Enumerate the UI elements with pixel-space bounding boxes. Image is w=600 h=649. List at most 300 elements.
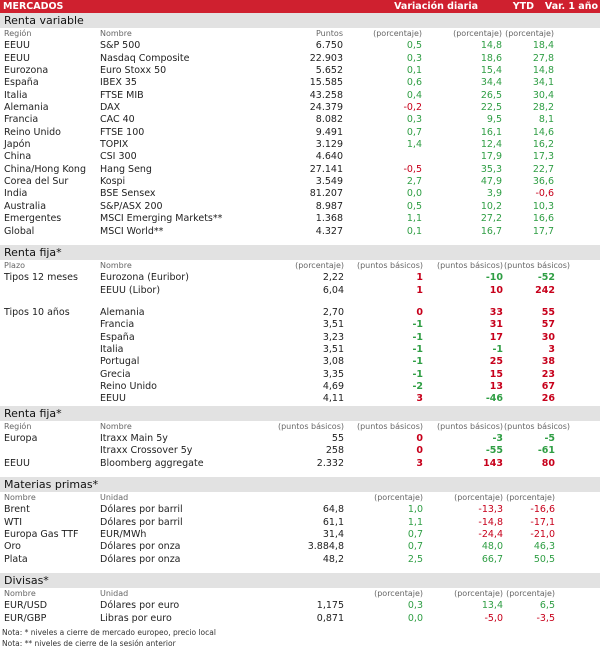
row-name: S&P/ASX 200 — [100, 200, 163, 212]
row-name: Eurozona (Euribor) — [100, 272, 189, 284]
row-value: 8.082 — [315, 114, 343, 126]
header-col-5: (puntos básicos) — [436, 421, 503, 431]
row-label: Eurozona — [4, 65, 49, 77]
table-row — [0, 226, 600, 238]
row-ytd-change: 16,1 — [480, 126, 502, 138]
row-ytd-change: 22,5 — [480, 102, 502, 114]
row-ytd-change: 26,5 — [480, 89, 502, 101]
row-ytd-change: -13,3 — [478, 504, 503, 516]
row-ytd-change: 31 — [489, 319, 503, 331]
row-year-change: 46,3 — [533, 541, 555, 553]
row-value: 3.129 — [315, 139, 343, 151]
row-label: EUR/GBP — [4, 612, 47, 624]
row-label — [0, 332, 100, 344]
header-col-3 — [211, 492, 344, 504]
row-label: India — [4, 188, 28, 200]
row-year-change: 34,1 — [532, 77, 554, 89]
header-col-1: Región — [4, 421, 32, 431]
row-daily-change: -1 — [412, 319, 423, 331]
row-name: MSCI Emerging Markets** — [100, 213, 223, 225]
row-daily-change: 0,5 — [406, 40, 422, 52]
row-value: 3,51 — [322, 319, 344, 331]
table-row — [0, 114, 600, 126]
row-daily-change: 1,1 — [407, 516, 423, 528]
row-ytd-change: 34,4 — [480, 77, 502, 89]
column-header-row — [0, 260, 600, 272]
row-value: 9.491 — [315, 126, 343, 138]
row-daily-change: 1 — [416, 284, 423, 296]
row-value: 3,35 — [322, 368, 344, 380]
table-row — [0, 164, 600, 176]
header-col-6: (porcentaje) — [506, 589, 555, 599]
table-row — [0, 344, 600, 356]
row-label: Corea del Sur — [4, 176, 69, 188]
row-label — [0, 285, 100, 297]
table-row — [0, 176, 600, 188]
row-ytd-change: 10,2 — [480, 200, 502, 212]
row-label: China/Hong Kong — [4, 163, 86, 175]
section-renta-variable — [0, 13, 600, 238]
row-value: 2.332 — [316, 457, 344, 469]
row-daily-change: -1 — [412, 356, 423, 368]
row-name: IBEX 35 — [100, 77, 137, 89]
row-ytd-change: 10 — [489, 284, 503, 296]
row-year-change: -21,0 — [530, 529, 555, 541]
table-row — [0, 77, 600, 89]
row-label — [0, 445, 100, 457]
row-name: Itraxx Crossover 5y — [100, 445, 193, 457]
row-daily-change: -0,5 — [403, 163, 422, 175]
row-value: 3,51 — [322, 343, 344, 355]
row-daily-change: 0,7 — [406, 126, 422, 138]
row-year-change: -0,6 — [535, 188, 554, 200]
header-col-4: (puntos básicos) — [356, 421, 423, 431]
table-row — [0, 40, 600, 52]
row-year-change: 16,6 — [532, 213, 554, 225]
row-ytd-change: 47,9 — [480, 176, 502, 188]
row-name: Dólares por barril — [100, 504, 183, 516]
row-value: 258 — [325, 445, 344, 457]
section-materias-primas — [0, 477, 600, 566]
table-row — [0, 356, 600, 368]
row-value: 4.327 — [315, 225, 343, 237]
row-value: 3.884,8 — [307, 541, 344, 553]
row-ytd-change: 15 — [489, 368, 503, 380]
row-value: 3,23 — [322, 331, 344, 343]
table-row — [0, 272, 600, 284]
row-year-change: 6,5 — [539, 600, 555, 612]
row-daily-change: 2,5 — [407, 553, 423, 565]
table-row — [0, 504, 600, 516]
header-col-4: (porcentaje) — [374, 589, 423, 599]
table-row — [0, 90, 600, 102]
row-name: BSE Sensex — [100, 188, 156, 200]
column-header-row — [0, 588, 600, 600]
table-row — [0, 369, 600, 381]
row-daily-change — [343, 151, 423, 163]
table-row — [0, 53, 600, 65]
row-value: 0,871 — [316, 612, 344, 624]
row-value: 8.987 — [315, 200, 343, 212]
row-daily-change: 1,1 — [406, 213, 422, 225]
column-header-row — [0, 492, 600, 504]
row-value: 22.903 — [309, 52, 343, 64]
row-year-change: 30,4 — [532, 89, 554, 101]
row-daily-change: 0,3 — [407, 600, 423, 612]
section-title: Divisas* — [0, 573, 600, 588]
table-row — [0, 102, 600, 114]
row-name: Euro Stoxx 50 — [100, 65, 167, 77]
row-label — [0, 381, 100, 393]
row-value: 3.549 — [315, 176, 343, 188]
header-col-3: (porcentaje) — [295, 260, 344, 270]
row-label: Europa — [4, 432, 38, 444]
table-row — [0, 529, 600, 541]
header-col-6: (porcentaje) — [505, 29, 554, 38]
row-year-change: 3 — [548, 343, 555, 355]
row-name: Itraxx Main 5y — [100, 432, 168, 444]
table-row — [0, 319, 600, 331]
row-ytd-change: 143 — [483, 457, 503, 469]
row-daily-change: -1 — [412, 343, 423, 355]
markets-banner — [0, 0, 600, 13]
row-daily-change: 0,7 — [407, 541, 423, 553]
row-ytd-change: 35,3 — [480, 163, 502, 175]
row-name: EEUU — [100, 393, 126, 405]
header-col-3: (puntos básicos) — [277, 421, 344, 431]
row-label: Japón — [4, 139, 31, 151]
row-name: CAC 40 — [100, 114, 135, 126]
row-daily-change: 1,4 — [406, 139, 422, 151]
row-label: Tipos 10 años — [4, 306, 70, 318]
section-divisas — [0, 573, 600, 625]
row-label: EUR/USD — [4, 600, 48, 612]
header-col-1: Región — [4, 29, 32, 38]
table-row — [0, 213, 600, 225]
row-daily-change: 0,0 — [407, 612, 423, 624]
row-value: 81.207 — [309, 188, 343, 200]
row-name: Alemania — [100, 306, 145, 318]
row-year-change: 18,4 — [532, 40, 554, 52]
row-daily-change: 0 — [416, 306, 423, 318]
row-year-change: 28,2 — [532, 102, 554, 114]
row-label: Plata — [4, 553, 28, 565]
header-col-3: Puntos — [315, 29, 343, 38]
row-name: Francia — [100, 319, 135, 331]
row-label: WTI — [4, 516, 22, 528]
row-year-change: 14,8 — [532, 65, 554, 77]
row-label: Italia — [4, 89, 28, 101]
row-value: 6,04 — [322, 284, 344, 296]
row-year-change: 22,7 — [532, 163, 554, 175]
table-row — [0, 613, 600, 625]
row-value: 5.652 — [315, 65, 343, 77]
footnotes — [0, 627, 600, 649]
row-daily-change: 3 — [416, 457, 423, 469]
row-label: Australia — [4, 200, 47, 212]
row-ytd-change: -46 — [485, 393, 503, 405]
row-name: España — [100, 331, 135, 343]
row-name: Bloomberg aggregate — [100, 457, 204, 469]
header-col-1: Plazo — [4, 260, 26, 270]
row-ytd-change: -10 — [485, 272, 503, 284]
row-name: Italia — [100, 343, 124, 355]
row-year-change: 38 — [541, 356, 555, 368]
row-ytd-change: 27,2 — [480, 213, 502, 225]
header-col-4: (porcentaje) — [373, 29, 422, 38]
row-label: Emergentes — [4, 213, 62, 225]
section-title: Renta fija* — [0, 245, 600, 260]
row-label: EEUU — [4, 52, 30, 64]
row-year-change: 14,6 — [532, 126, 554, 138]
row-label — [0, 356, 100, 368]
row-year-change: -52 — [537, 272, 555, 284]
header-col-5: (porcentaje) — [453, 29, 502, 38]
table-row — [0, 188, 600, 200]
row-name: DAX — [100, 102, 121, 114]
row-year-change: -16,6 — [530, 504, 555, 516]
table-row — [0, 381, 600, 393]
row-year-change: 57 — [541, 319, 555, 331]
row-label — [0, 319, 100, 331]
row-name: Dólares por euro — [100, 600, 180, 612]
row-ytd-change: 25 — [489, 356, 503, 368]
row-name: Portugal — [100, 356, 140, 368]
header-col-3 — [211, 588, 344, 600]
row-ytd-change: 18,6 — [480, 52, 502, 64]
row-year-change: 242 — [535, 284, 555, 296]
table-row — [0, 127, 600, 139]
section-title: Renta variable — [0, 13, 600, 28]
row-value: 4.640 — [315, 151, 343, 163]
header-col-6: (puntos básicos) — [504, 421, 571, 431]
row-ytd-change: 66,7 — [481, 553, 503, 565]
row-value: 31,4 — [322, 529, 344, 541]
row-daily-change: 0 — [416, 445, 423, 457]
header-col-1: Nombre — [4, 493, 36, 502]
table-row — [0, 65, 600, 77]
row-daily-change: 0,5 — [406, 200, 422, 212]
table-row — [0, 285, 600, 297]
row-name: Kospi — [100, 176, 126, 188]
row-label: Brent — [4, 504, 30, 516]
row-name: Libras por euro — [100, 612, 172, 624]
header-col-6: (porcentaje) — [506, 493, 555, 502]
row-label: España — [4, 77, 39, 89]
row-label — [0, 393, 100, 405]
column-header-row — [0, 28, 600, 40]
row-daily-change: 0,3 — [406, 52, 422, 64]
row-year-change: 80 — [541, 457, 555, 469]
table-row — [0, 541, 600, 553]
row-daily-change: -1 — [412, 331, 423, 343]
row-year-change: 23 — [541, 368, 555, 380]
banner-title: MERCADOS — [3, 1, 64, 12]
row-daily-change: -1 — [412, 368, 423, 380]
row-value: 55 — [331, 432, 344, 444]
section-renta-fija-tipos — [0, 245, 600, 406]
row-value: 48,2 — [322, 553, 344, 565]
row-name: Dólares por onza — [100, 541, 181, 553]
section-renta-fija-credito — [0, 406, 600, 470]
row-ytd-change: 15,4 — [480, 65, 502, 77]
row-year-change: -17,1 — [530, 516, 555, 528]
table-row — [0, 458, 600, 470]
header-col-2: Unidad — [100, 589, 129, 599]
row-label: Francia — [4, 114, 39, 126]
row-daily-change: 3 — [416, 393, 423, 405]
row-value: 2,70 — [322, 306, 344, 318]
row-label: Tipos 12 meses — [4, 272, 78, 284]
row-year-change: 27,8 — [532, 52, 554, 64]
row-value: 61,1 — [322, 516, 344, 528]
table-row — [0, 151, 600, 163]
row-name: Dólares por barril — [100, 516, 183, 528]
table-row — [0, 332, 600, 344]
header-col-2: Unidad — [100, 493, 129, 502]
row-year-change: -3,5 — [536, 612, 555, 624]
row-name: S&P 500 — [100, 40, 141, 52]
row-daily-change: 0 — [416, 432, 423, 444]
row-name: MSCI World** — [100, 225, 164, 237]
row-year-change: 17,7 — [532, 225, 554, 237]
row-ytd-change: 48,0 — [481, 541, 503, 553]
section-title: Materias primas* — [0, 477, 600, 492]
table-row — [0, 554, 600, 566]
row-daily-change: 0,6 — [406, 77, 422, 89]
row-ytd-change: -55 — [485, 445, 503, 457]
row-ytd-change: -1 — [492, 343, 503, 355]
row-value: 3,08 — [322, 356, 344, 368]
row-ytd-change: 13 — [489, 380, 503, 392]
row-year-change: 8,1 — [538, 114, 554, 126]
row-daily-change: -0,2 — [403, 102, 422, 114]
row-year-change: 17,3 — [532, 151, 554, 163]
table-row — [0, 445, 600, 457]
row-name: Grecia — [100, 368, 131, 380]
row-daily-change: 0,1 — [406, 225, 422, 237]
row-year-change: 16,2 — [532, 139, 554, 151]
row-ytd-change: -14,8 — [478, 516, 503, 528]
header-col-2: Nombre — [100, 29, 132, 38]
row-ytd-change: 17,9 — [480, 151, 502, 163]
row-ytd-change: -5,0 — [484, 612, 503, 624]
row-label: EEUU — [4, 40, 30, 52]
row-ytd-change: 12,4 — [480, 139, 502, 151]
row-value: 2,22 — [322, 272, 344, 284]
row-ytd-change: 3,9 — [486, 188, 502, 200]
row-label: EEUU — [4, 457, 30, 469]
table-row — [0, 600, 600, 612]
row-daily-change: -2 — [412, 380, 423, 392]
row-name: FTSE 100 — [100, 126, 145, 138]
row-ytd-change: -3 — [492, 432, 503, 444]
row-label: China — [4, 151, 32, 163]
row-value: 4,69 — [322, 380, 344, 392]
header-col-5: (puntos básicos) — [436, 260, 503, 270]
row-value: 6.750 — [315, 40, 343, 52]
row-name: Reino Unido — [100, 380, 157, 392]
row-ytd-change: 33 — [489, 306, 503, 318]
row-value: 27.141 — [309, 163, 343, 175]
row-daily-change: 1,0 — [407, 504, 423, 516]
row-daily-change: 2,7 — [406, 176, 422, 188]
header-col-5: (porcentaje) — [454, 493, 503, 502]
header-col-5: (porcentaje) — [454, 589, 503, 599]
row-label: Reino Unido — [4, 126, 61, 138]
row-label — [0, 344, 100, 356]
row-daily-change: 0,7 — [407, 529, 423, 541]
row-ytd-change: 14,8 — [480, 40, 502, 52]
table-row — [0, 139, 600, 151]
table-row — [0, 201, 600, 213]
row-label — [0, 369, 100, 381]
row-value: 4,11 — [322, 393, 344, 405]
row-daily-change: 0,0 — [406, 188, 422, 200]
header-col-4: (puntos básicos) — [356, 260, 423, 270]
row-value: 64,8 — [322, 504, 344, 516]
row-year-change: 30 — [541, 331, 555, 343]
row-value: 24.379 — [309, 102, 343, 114]
header-col-4: (porcentaje) — [374, 493, 423, 502]
footnote: Nota: * niveles a cierre de mercado europeo, precio local — [2, 628, 216, 638]
header-col-2: Nombre — [100, 260, 132, 270]
banner-daily: Variación diaria — [394, 1, 478, 12]
header-col-2: Nombre — [100, 421, 132, 431]
row-label: Oro — [4, 541, 21, 553]
footnote: Nota: ** niveles de cierre de la sesión anterior — [2, 639, 176, 649]
row-daily-change: 1 — [416, 272, 423, 284]
table-row — [0, 393, 600, 405]
header-col-6: (puntos básicos) — [504, 260, 571, 270]
row-year-change: 50,5 — [533, 553, 555, 565]
row-ytd-change: 9,5 — [486, 114, 502, 126]
header-col-1: Nombre — [4, 589, 36, 599]
row-year-change: 55 — [541, 306, 555, 318]
section-title: Renta fija* — [0, 406, 600, 421]
row-name: Hang Seng — [100, 163, 152, 175]
row-name: FTSE MIB — [100, 89, 144, 101]
row-daily-change: 0,4 — [406, 89, 422, 101]
row-value: 15.585 — [309, 77, 343, 89]
row-name: EUR/MWh — [100, 529, 147, 541]
row-year-change: 36,6 — [532, 176, 554, 188]
banner-ytd: YTD — [512, 1, 534, 12]
row-ytd-change: 13,4 — [481, 600, 503, 612]
row-ytd-change: 17 — [489, 331, 503, 343]
table-row — [0, 307, 600, 319]
row-value: 1,175 — [316, 600, 344, 612]
row-year-change: 10,3 — [532, 200, 554, 212]
row-name: TOPIX — [100, 139, 129, 151]
row-label: Alemania — [4, 102, 49, 114]
row-year-change: -5 — [544, 432, 555, 444]
row-year-change: -61 — [537, 445, 555, 457]
row-value: 43.258 — [309, 89, 343, 101]
row-daily-change: 0,1 — [406, 65, 422, 77]
table-row — [0, 517, 600, 529]
banner-year: Var. 1 año — [544, 1, 598, 12]
row-year-change: 67 — [541, 380, 555, 392]
row-label: Global — [4, 225, 35, 237]
row-ytd-change: -24,4 — [478, 529, 503, 541]
row-ytd-change: 16,7 — [480, 225, 502, 237]
column-header-row — [0, 421, 600, 433]
row-name: CSI 300 — [100, 151, 137, 163]
row-name: EEUU (Libor) — [100, 284, 161, 296]
row-name: Dólares por onza — [100, 553, 181, 565]
row-name: Nasdaq Composite — [100, 52, 190, 64]
